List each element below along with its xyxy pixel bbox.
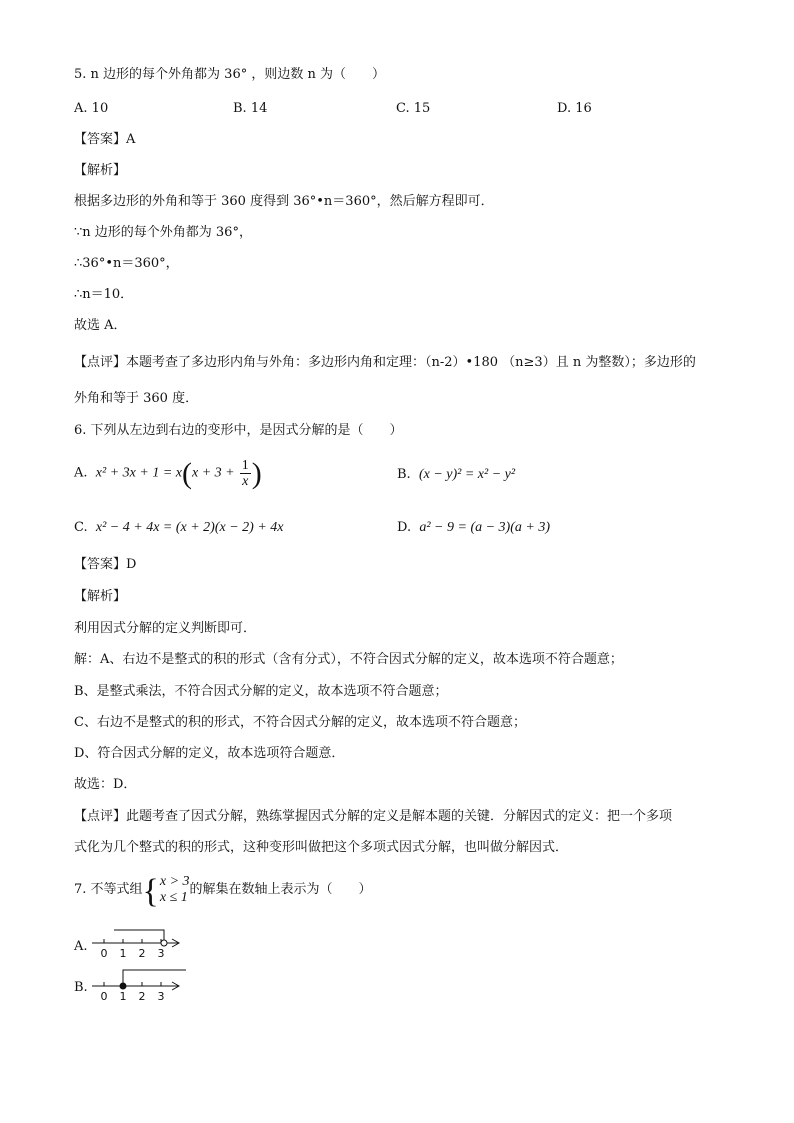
q5-analysis-line-2: ∵n 边形的每个外角都为 36°， xyxy=(74,225,252,240)
tick-label-1: 1 xyxy=(119,947,127,960)
q6-analysis-line-5: D、符合因式分解的定义，故本选项符合题意． xyxy=(74,746,345,761)
q5-stem: 5. n 边形的每个外角都为 36° ，则边数 n 为（ ） xyxy=(74,67,385,82)
q6-analysis-tag: 【解析】 xyxy=(74,589,127,604)
q5-analysis-line-5: 故选 A． xyxy=(74,318,127,333)
q6-option-c: C. x² − 4 + 4x = (x + 2)(x − 2) + 4x xyxy=(74,520,284,535)
q5-option-c: C. 15 xyxy=(396,101,431,116)
q7-option-b-number-line xyxy=(90,966,190,1002)
q6-option-a: A. x² + 3x + 1 = x(x + 3 + $\frac{1}{x}$ ) xyxy=(74,457,262,490)
q7-option-a-number-line xyxy=(90,926,190,960)
q6-analysis-line-3: B、是整式乘法，不符合因式分解的定义，故本选项不符合题意； xyxy=(74,684,448,699)
q6-stem: 6. 下列从左边到右边的变形中，是因式分解的是（ ） xyxy=(74,423,403,438)
q5-option-d: D. 16 xyxy=(557,101,592,116)
solution-ray xyxy=(123,970,186,983)
q5-analysis-tag: 【解析】 xyxy=(74,163,127,178)
q7-option-a-label: A. xyxy=(74,939,88,954)
q5-answer: 【答案】A xyxy=(74,132,136,147)
q5-analysis-line-3: ∴36°•n＝360°， xyxy=(74,256,179,271)
tick-label-0: 0 xyxy=(100,990,108,1002)
q6-answer: 【答案】D xyxy=(74,557,137,572)
q5-comment-line-2: 外角和等于 360 度． xyxy=(74,391,199,406)
q5-analysis-line-4: ∴n＝10． xyxy=(74,287,134,302)
q7-stem: 7. 不等式组{x > 3 x ≤ 1的解集在数轴上表示为（ ） xyxy=(74,872,372,910)
q5-option-b: B. 14 xyxy=(233,101,268,116)
tick-label-1: 1 xyxy=(119,990,127,1002)
q6-analysis-line-1: 利用因式分解的定义判断即可． xyxy=(74,621,257,636)
q6-comment-line-2: 式化为几个整式的积的形式，这种变形叫做把这个多项式因式分解，也叫做分解因式． xyxy=(74,840,569,855)
open-endpoint xyxy=(161,940,167,946)
tick-label-3: 3 xyxy=(157,990,165,1002)
q6-comment-line-1: 【点评】此题考查了因式分解，熟练掌握因式分解的定义是解本题的关键．分解因式的定义：把一个多项 xyxy=(74,809,673,824)
q5-option-a: A. 10 xyxy=(74,101,109,116)
q7-option-b-label: B. xyxy=(74,980,88,995)
tick-label-0: 0 xyxy=(100,947,108,960)
tick-label-2: 2 xyxy=(138,947,146,960)
tick-label-2: 2 xyxy=(138,990,146,1002)
q5-analysis-line-1: 根据多边形的外角和等于 360 度得到 36°•n＝360°，然后解方程即可． xyxy=(74,194,494,209)
q6-option-d: D. a² − 9 = (a − 3)(a + 3) xyxy=(397,520,550,535)
solution-ray xyxy=(114,930,164,940)
q6-analysis-line-2: 解：A、右边不是整式的积的形式（含有分式），不符合因式分解的定义，故本选项不符合题意； xyxy=(74,652,623,667)
q5-comment-line-1: 【点评】本题考查了多边形内角与外角：多边形内角和定理：（n-2）•180 （n≥3）且 n 为整数）；多边形的 xyxy=(74,355,696,370)
q6-analysis-line-6: 故选：D． xyxy=(74,777,137,792)
q6-option-b: B. (x − y)² = x² − y² xyxy=(397,467,516,482)
closed-endpoint xyxy=(120,983,126,989)
q6-analysis-line-4: C、右边不是整式的积的形式，不符合因式分解的定义，故本选项不符合题意； xyxy=(74,715,526,730)
tick-label-3: 3 xyxy=(157,947,165,960)
